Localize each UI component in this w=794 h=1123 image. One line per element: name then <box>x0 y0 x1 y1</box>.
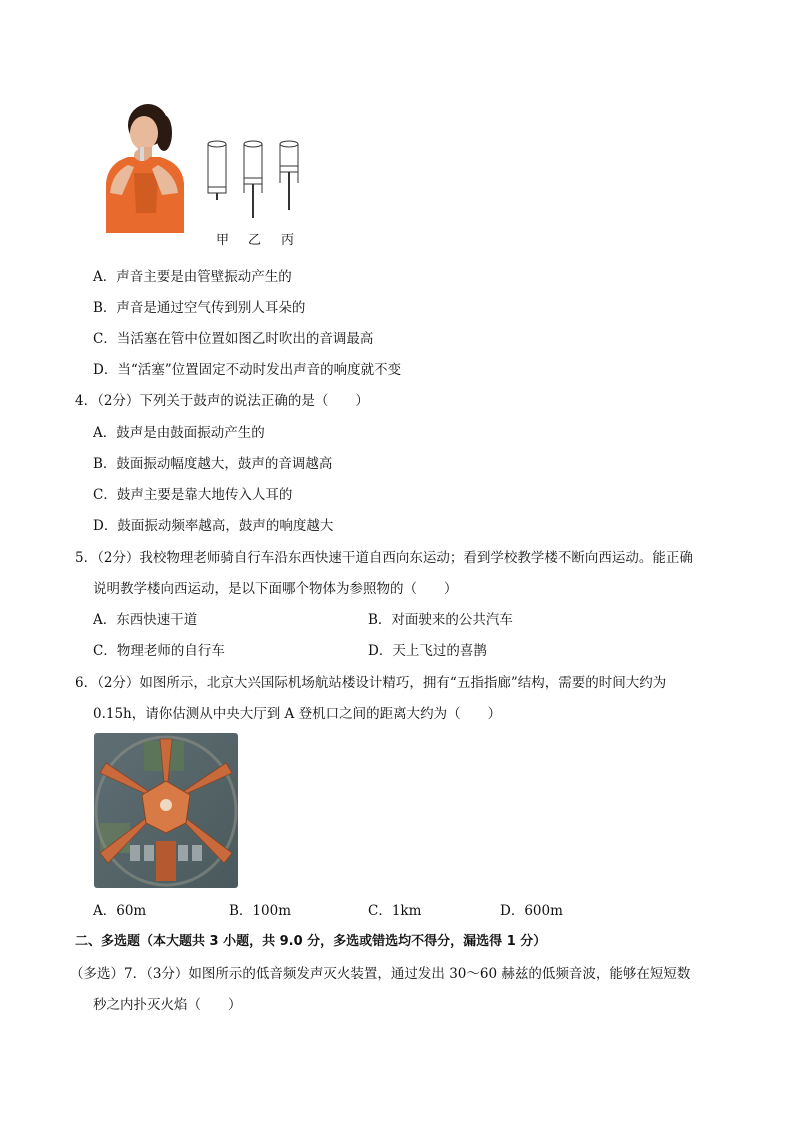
q5-option-d: D．天上飞过的喜鹊 <box>368 643 487 659</box>
q6-option-b: B．100m <box>229 903 291 919</box>
tube-label-bing: 丙 <box>281 233 295 248</box>
tube-diagram <box>200 138 310 218</box>
q6-stem-line1: 6．（2分）如图所示，北京大兴国际机场航站楼设计精巧，拥有“五指指廊”结构，需要的时间大约为 <box>75 675 667 691</box>
tube-label-jia: 甲 <box>216 233 230 248</box>
q3-option-d: D．当“活塞”位置固定不动时发出声音的响度就不变 <box>93 362 402 378</box>
q5-option-c: C．物理老师的自行车 <box>93 643 225 659</box>
q4-option-d: D．鼓面振动频率越高，鼓声的响度越大 <box>93 518 334 534</box>
q5-stem-line2: 说明教学楼向西运动，是以下面哪个物体为参照物的（ ） <box>93 581 458 597</box>
q4-option-b: B．鼓面振动幅度越大，鼓声的音调越高 <box>93 456 333 472</box>
q4-option-a: A．鼓声是由鼓面振动产生的 <box>93 425 265 441</box>
q5-option-a: A．东西快速干道 <box>93 612 198 628</box>
tube-yi <box>244 141 262 218</box>
figure-woman-blowing <box>98 103 190 233</box>
q6-option-d: D．600m <box>500 903 563 919</box>
q6-option-c: C．1km <box>368 903 422 919</box>
figure-tubes <box>200 138 310 218</box>
q6-option-a: A．60m <box>93 903 147 919</box>
tube-jia <box>208 141 226 200</box>
q7-stem-line1: （多选）7．（3分）如图所示的低音频发声灭火装置，通过发出 30～60 赫兹的低频音波，能够在短短数 <box>70 966 691 982</box>
q5-option-b: B．对面驶来的公共汽车 <box>368 612 513 628</box>
airport-photo <box>94 733 238 888</box>
q6-stem-line2: 0.15h，请你估测从中央大厅到 A 登机口之间的距离大约为（ ） <box>93 706 502 722</box>
q3-option-b: B．声音是通过空气传到别人耳朵的 <box>93 300 306 316</box>
q4-option-c: C．鼓声主要是靠大地传入人耳的 <box>93 487 293 503</box>
q4-stem: 4．（2分）下列关于鼓声的说法正确的是（ ） <box>75 393 369 409</box>
figure-airport <box>94 733 238 888</box>
q3-option-c: C．当活塞在管中位置如图乙时吹出的音调最高 <box>93 331 374 347</box>
q3-option-a: A．声音主要是由管壁振动产生的 <box>93 269 292 285</box>
section2-heading: 二、多选题（本大题共 3 小题，共 9.0 分，多选或错选均不得分，漏选得 1 分） <box>75 934 547 949</box>
q5-stem-line1: 5．（2分）我校物理老师骑自行车沿东西快速干道自西向东运动；看到学校教学楼不断向西运动。能正确 <box>75 550 693 566</box>
tube-label-yi: 乙 <box>248 233 262 248</box>
woman-photo <box>98 103 190 233</box>
tube-bing <box>280 141 298 210</box>
q7-stem-line2: 秒之内扑灭火焰（ ） <box>93 997 242 1013</box>
